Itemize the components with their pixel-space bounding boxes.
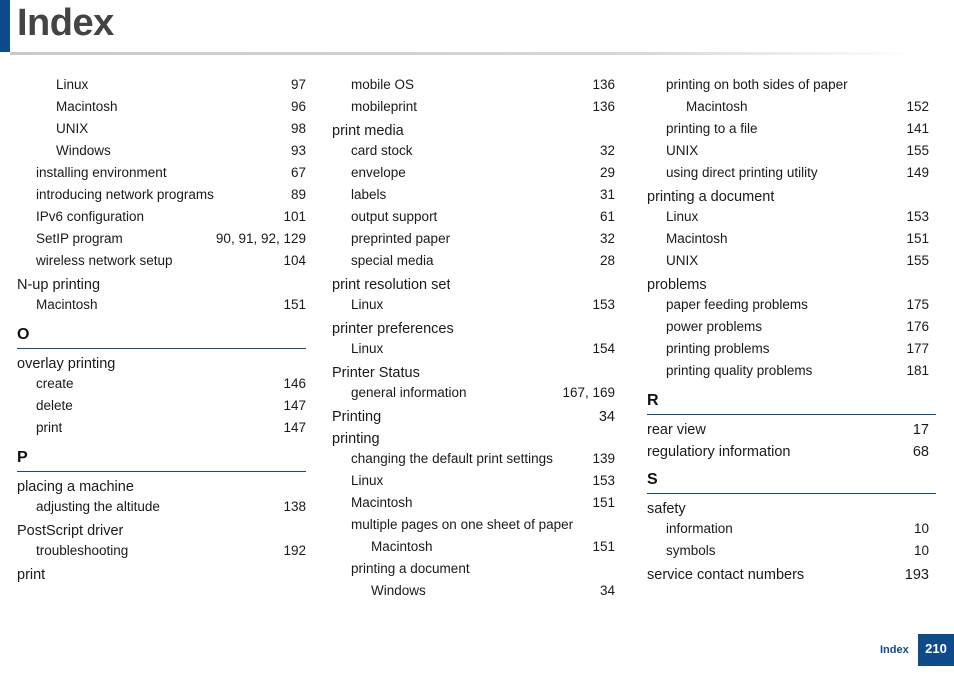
index-subentry [17, 373, 306, 395]
entry-text: printing on both sides of paper [666, 77, 848, 92]
entry-page-ref[interactable]: 96 [290, 99, 306, 114]
index-subentry [332, 184, 615, 206]
index-subentry [332, 492, 615, 514]
entry-text: print resolution set [332, 277, 451, 293]
entry-text: Windows [371, 583, 426, 598]
letter-divider [17, 471, 306, 472]
entry-text: output support [351, 209, 438, 224]
entry-text: card stock [351, 143, 413, 158]
index-subentry [17, 96, 306, 118]
index-subentry [332, 206, 615, 228]
entry-page-ref[interactable]: 152 [906, 99, 929, 114]
entry-text: envelope [351, 165, 406, 180]
index-entry [17, 518, 306, 540]
page-title: Index [17, 2, 114, 44]
index-entry [647, 272, 929, 294]
index-letter-heading: P [17, 449, 28, 466]
entry-text: Printer Status [332, 365, 420, 381]
entry-text: Macintosh [56, 99, 118, 114]
index-subentry [332, 74, 615, 96]
entry-text: paper feeding problems [666, 297, 808, 312]
index-subentry [17, 140, 306, 162]
entry-page-ref[interactable]: 147 [283, 398, 306, 413]
index-entry [332, 360, 615, 382]
index-entry [332, 118, 615, 140]
entry-text: special media [351, 253, 434, 268]
entry-text: Linux [666, 209, 699, 224]
index-subentry [332, 228, 615, 250]
title-divider [10, 52, 915, 55]
index-entry [332, 426, 615, 448]
entry-page-ref[interactable]: 101 [283, 209, 306, 224]
entry-page-ref[interactable]: 146 [283, 376, 306, 391]
entry-text: information [666, 521, 733, 536]
index-subentry [332, 140, 615, 162]
entry-page-ref[interactable]: 32 [599, 231, 615, 246]
entry-page-ref[interactable]: 139 [592, 451, 615, 466]
entry-page-ref[interactable]: 89 [290, 187, 306, 202]
entry-page-ref[interactable]: 32 [599, 143, 615, 158]
entry-page-ref[interactable]: 175 [906, 297, 929, 312]
index-entry [17, 474, 306, 496]
index-letter-heading: O [17, 326, 30, 343]
entry-text: wireless network setup [36, 253, 173, 268]
entry-page-ref[interactable]: 151 [592, 495, 615, 510]
index-subentry [17, 250, 306, 272]
index-subentry [17, 496, 306, 518]
entry-page-ref[interactable]: 34 [599, 583, 615, 598]
entry-page-ref[interactable]: 155 [906, 143, 929, 158]
entry-page-ref[interactable]: 34 [598, 409, 615, 425]
index-subentry [332, 294, 615, 316]
entry-text: SetIP program [36, 231, 123, 246]
entry-page-ref[interactable]: 181 [906, 363, 929, 378]
entry-page-ref[interactable]: 98 [290, 121, 306, 136]
index-entry [332, 316, 615, 338]
entry-text: placing a machine [17, 479, 134, 495]
entry-text: printing problems [666, 341, 770, 356]
entry-page-ref[interactable]: 153 [906, 209, 929, 224]
index-subentry [647, 228, 929, 250]
entry-text: preprinted paper [351, 231, 451, 246]
entry-page-ref[interactable]: 28 [599, 253, 615, 268]
entry-page-ref[interactable]: 61 [599, 209, 615, 224]
entry-text: Linux [351, 473, 384, 488]
entry-text: symbols [666, 543, 716, 558]
entry-text: printing a document [647, 189, 775, 205]
index-column-1 [17, 74, 306, 584]
entry-page-ref[interactable]: 136 [592, 77, 615, 92]
entry-page-ref[interactable]: 104 [283, 253, 306, 268]
entry-page-ref[interactable]: 136 [592, 99, 615, 114]
entry-text: regulatiory information [647, 444, 791, 460]
index-subentry [647, 294, 929, 316]
index-subentry [647, 162, 929, 184]
index-subentry [17, 540, 306, 562]
entry-text: UNIX [666, 253, 699, 268]
entry-text: create [36, 376, 74, 391]
entry-text: delete [36, 398, 73, 413]
index-subentry [647, 140, 929, 162]
index-subentry [17, 162, 306, 184]
index-subentry [332, 338, 615, 360]
index-subentry [17, 118, 306, 140]
index-entry [332, 272, 615, 294]
index-subentry [332, 96, 615, 118]
index-entry [647, 562, 929, 584]
index-subentry [647, 316, 929, 338]
entry-text: UNIX [56, 121, 89, 136]
entry-page-ref[interactable]: 93 [290, 143, 306, 158]
index-subentry [332, 250, 615, 272]
index-subentry [647, 518, 929, 540]
entry-text: troubleshooting [36, 543, 129, 558]
index-subentry [647, 96, 929, 118]
entry-text: print [36, 420, 63, 435]
index-column-2 [332, 74, 615, 602]
entry-page-ref[interactable]: 176 [906, 319, 929, 334]
index-subentry [647, 338, 929, 360]
entry-text: Linux [351, 341, 384, 356]
entry-text: Macintosh [371, 539, 433, 554]
entry-page-ref[interactable]: 151 [592, 539, 615, 554]
index-entry [17, 351, 306, 373]
index-entry [332, 404, 615, 426]
index-letter-heading: R [647, 392, 659, 409]
entry-text: printing [332, 431, 380, 447]
entry-page-ref[interactable]: 10 [913, 543, 929, 558]
index-subentry [647, 540, 929, 562]
entry-page-ref[interactable]: 167, 169 [562, 385, 615, 400]
entry-text: print media [332, 123, 404, 139]
entry-text: overlay printing [17, 356, 116, 372]
entry-text: printing a document [351, 561, 470, 576]
entry-page-ref[interactable]: 138 [283, 499, 306, 514]
index-entry [647, 184, 929, 206]
entry-page-ref[interactable]: 29 [599, 165, 615, 180]
index-subentry [647, 360, 929, 382]
entry-text: changing the default print settings [351, 451, 553, 466]
entry-text: UNIX [666, 143, 699, 158]
index-subentry [17, 417, 306, 439]
entry-page-ref[interactable]: 90, 91, 92, 129 [215, 231, 306, 246]
entry-page-ref[interactable]: 147 [283, 420, 306, 435]
index-subentry [332, 514, 615, 536]
index-subentry [17, 206, 306, 228]
index-subentry [332, 536, 615, 558]
entry-text: adjusting the altitude [36, 499, 160, 514]
entry-text: Macintosh [36, 297, 98, 312]
entry-text: power problems [666, 319, 763, 334]
entry-page-ref[interactable]: 177 [906, 341, 929, 356]
entry-text: safety [647, 501, 686, 517]
index-subentry [332, 448, 615, 470]
footer-section-label: Index [880, 644, 909, 656]
index-subentry [647, 118, 929, 140]
entry-page-ref[interactable]: 153 [592, 297, 615, 312]
index-subentry [17, 74, 306, 96]
entry-text: printer preferences [332, 321, 454, 337]
entry-page-ref[interactable]: 10 [913, 521, 929, 536]
entry-text: Linux [351, 297, 384, 312]
index-entry [647, 496, 929, 518]
entry-text: labels [351, 187, 387, 202]
entry-page-ref[interactable]: 154 [592, 341, 615, 356]
entry-page-ref[interactable]: 151 [906, 231, 929, 246]
index-subentry [332, 382, 615, 404]
entry-page-ref[interactable]: 193 [904, 567, 929, 583]
index-subentry [17, 184, 306, 206]
entry-text: IPv6 configuration [36, 209, 145, 224]
index-subentry [332, 162, 615, 184]
index-subentry [17, 228, 306, 250]
entry-text: N-up printing [17, 277, 101, 293]
entry-text: installing environment [36, 165, 167, 180]
entry-page-ref[interactable]: 67 [290, 165, 306, 180]
entry-text: printing to a file [666, 121, 758, 136]
entry-page-ref[interactable]: 192 [283, 543, 306, 558]
entry-page-ref[interactable]: 151 [283, 297, 306, 312]
entry-text: multiple pages on one sheet of paper [351, 517, 574, 532]
letter-divider [17, 348, 306, 349]
letter-divider [647, 493, 936, 494]
entry-text: using direct printing utility [666, 165, 818, 180]
entry-text: mobile OS [351, 77, 415, 92]
index-column-3 [647, 74, 929, 584]
entry-text: Linux [56, 77, 89, 92]
index-entry [17, 272, 306, 294]
entry-text: Printing [332, 409, 382, 425]
index-subentry [332, 580, 615, 602]
entry-text: PostScript driver [17, 523, 124, 539]
index-subentry [647, 74, 929, 96]
entry-text: service contact numbers [647, 567, 805, 583]
entry-page-ref[interactable]: 155 [906, 253, 929, 268]
index-subentry [17, 395, 306, 417]
entry-text: print [17, 567, 46, 583]
index-entry [647, 439, 929, 461]
entry-text: Macintosh [666, 231, 728, 246]
entry-text: general information [351, 385, 467, 400]
page-number-badge: 210 [918, 634, 954, 666]
entry-text: problems [647, 277, 707, 293]
entry-text: mobileprint [351, 99, 418, 114]
index-subentry [332, 470, 615, 492]
entry-page-ref[interactable]: 31 [599, 187, 615, 202]
index-subentry [647, 206, 929, 228]
index-entry [17, 562, 306, 584]
entry-page-ref[interactable]: 153 [592, 473, 615, 488]
entry-text: printing quality problems [666, 363, 813, 378]
entry-page-ref[interactable]: 97 [290, 77, 306, 92]
index-subentry [17, 294, 306, 316]
entry-text: rear view [647, 422, 706, 438]
letter-divider [647, 414, 936, 415]
entry-page-ref[interactable]: 141 [906, 121, 929, 136]
entry-page-ref[interactable]: 149 [906, 165, 929, 180]
entry-text: Windows [56, 143, 111, 158]
index-subentry [647, 250, 929, 272]
entry-text: Macintosh [686, 99, 748, 114]
title-accent-bar [0, 0, 10, 52]
entry-page-ref[interactable]: 17 [912, 422, 929, 438]
index-letter-heading: S [647, 471, 658, 488]
entry-page-ref[interactable]: 68 [912, 444, 929, 460]
index-entry [647, 417, 929, 439]
entry-text: Macintosh [351, 495, 413, 510]
entry-text: introducing network programs [36, 187, 214, 202]
index-subentry [332, 558, 615, 580]
